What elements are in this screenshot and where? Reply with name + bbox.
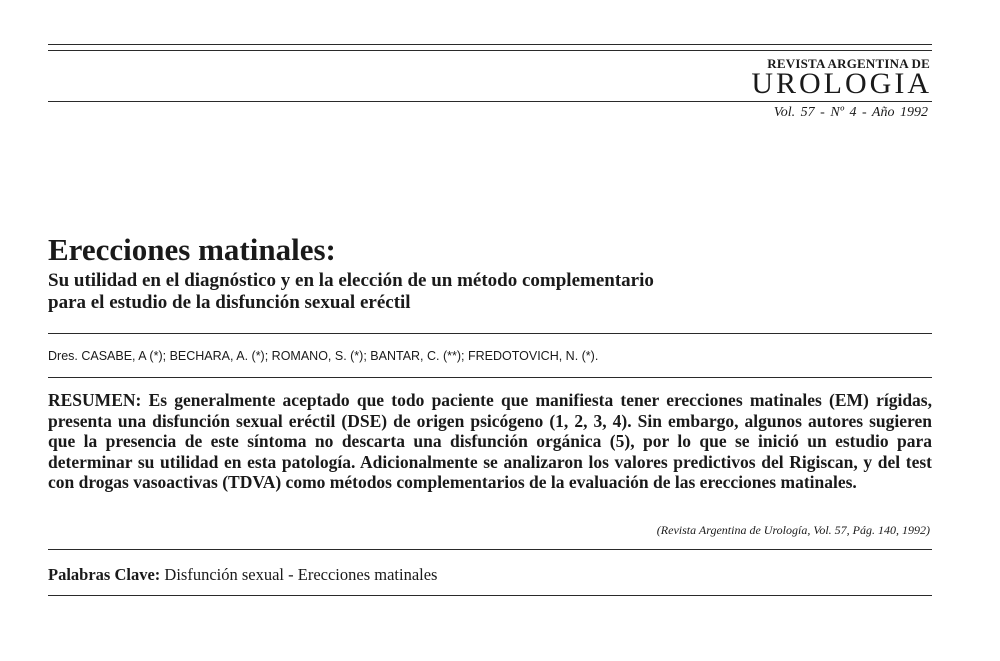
authors-line: Dres. CASABE, A (*); BECHARA, A. (*); ROMANO, S. (*); BANTAR, C. (**); FREDOTOVICH, N. (*). [48,349,599,363]
article-title: Erecciones matinales: [48,232,336,267]
keywords [48,565,437,585]
top-rule-1 [48,44,932,45]
abstract-rule [48,549,932,550]
abstract [48,390,932,493]
title-rule [48,333,932,334]
abstract-text: Es generalmente aceptado que todo paciente que manifiesta tener erecciones matinales (EM) rígidas, presenta una disfunción sexual eréctil (DSE) de origen psicógeno (1, 2, 3, 4). Sin embargo, algunos autores sugieren que la presencia de este síntoma no descarta una disfunción orgánica (5), por lo que se inició un estudio para determinar su utilidad en esta patología. Adicionalmente se analizaron los valores predictivos del Rigiscan, y del test con drogas vasoactivas (TDVA) como métodos complementarios de la evaluación de las erecciones matinales. [48,390,932,492]
subtitle-line: Su utilidad en el diagnóstico y en la elección de un método complementario [48,270,654,291]
keywords-label: Palabras Clave: [48,565,161,584]
keywords-text: Disfunción sexual - Erecciones matinales [164,565,438,584]
subtitle-line: para el estudio de la disfunción sexual eréctil [48,292,411,313]
journal-issue: Vol. 57 - Nº 4 - Año 1992 [773,105,928,120]
citation: (Revista Argentina de Urología, Vol. 57, Pág. 140, 1992) [656,523,930,537]
journal-kicker: REVISTA ARGENTINA DE [767,56,930,71]
article-subtitle [48,270,654,314]
top-rule-2 [48,50,932,51]
header-rule [48,101,932,102]
authors-rule [48,377,932,378]
abstract-label: RESUMEN: [48,390,142,410]
journal-name: UROLOGIA [751,67,932,100]
keywords-rule [48,595,932,596]
